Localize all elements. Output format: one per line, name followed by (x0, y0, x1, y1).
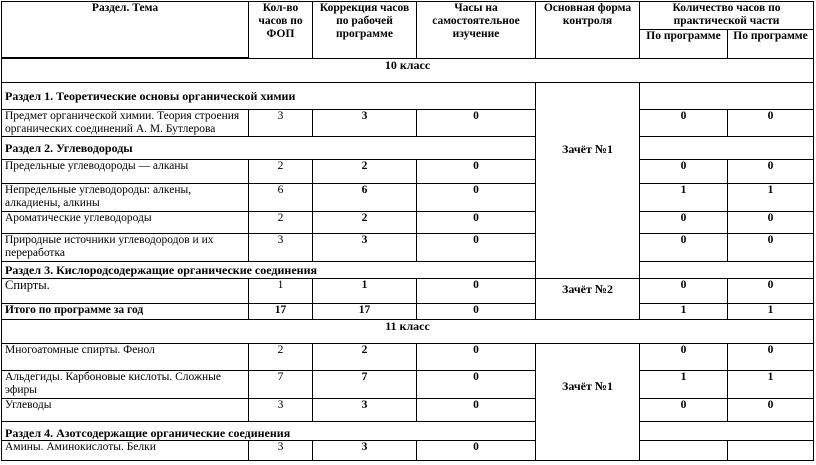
curriculum-table (1, 1, 814, 461)
row-p2: 1 (728, 371, 814, 399)
header-topic: Раздел. Тема (2, 2, 249, 58)
section-3-practical-empty (640, 262, 814, 279)
row-p2 (728, 441, 814, 461)
total-fop: 17 (249, 304, 313, 320)
row-p1 (640, 441, 728, 461)
header-practical-sub2: По программе (728, 30, 814, 59)
row-self: 0 (417, 441, 536, 461)
row-corr: 3 (313, 234, 417, 262)
row-corr: 1 (313, 279, 417, 304)
row-fop: 7 (249, 371, 313, 399)
row-corr: 3 (313, 110, 417, 137)
control-cell-11 (536, 344, 640, 461)
row-fop: 2 (249, 344, 313, 371)
row-p1: 0 (640, 344, 728, 371)
row-p1: 0 (640, 399, 728, 422)
row-corr: 3 (313, 399, 417, 422)
row-p1: 0 (640, 279, 728, 304)
row-fop: 3 (249, 110, 313, 137)
row-topic: Углеводы (2, 399, 249, 422)
row-p1: 0 (640, 160, 728, 184)
section-1-practical-empty (640, 83, 814, 110)
row-self: 0 (417, 110, 536, 137)
row-p2: 0 (728, 234, 814, 262)
section-3-title: Раздел 3. Кислородсодержащие органические соединения (2, 262, 536, 279)
row-p1: 0 (640, 234, 728, 262)
row-self: 0 (417, 371, 536, 399)
header-practical-sub1: По программе (640, 30, 728, 59)
row-corr: 2 (313, 160, 417, 184)
row-fop: 3 (249, 441, 313, 461)
zachet-2-10: Зачёт №2 (562, 282, 613, 296)
row-corr: 2 (313, 212, 417, 234)
total-p2: 1 (728, 304, 814, 320)
zachet-1-11: Зачёт №1 (562, 379, 613, 393)
row-p1: 0 (640, 110, 728, 137)
row-fop: 6 (249, 184, 313, 212)
row-self: 0 (417, 399, 536, 422)
total-p1: 1 (640, 304, 728, 320)
section-4-practical-empty (640, 422, 814, 441)
row-fop: 3 (249, 234, 313, 262)
header-correction: Коррекция часов по рабочей программе (313, 2, 417, 59)
total-label: Итого по программе за год (2, 304, 249, 320)
grade-10-row: 10 класс (2, 59, 814, 83)
section-4-title: Раздел 4. Азотсодержащие органические соединения (2, 422, 536, 441)
row-self: 0 (417, 234, 536, 262)
row-p2: 0 (728, 279, 814, 304)
header-self-study: Часы на самостоятельное изучение (417, 2, 536, 59)
row-corr: 3 (313, 441, 417, 461)
row-topic: Природные источники углеводородов и их переработка (2, 234, 249, 262)
row-corr: 7 (313, 371, 417, 399)
total-self: 0 (417, 304, 536, 320)
row-fop: 3 (249, 399, 313, 422)
row-fop: 2 (249, 212, 313, 234)
header-control: Основная форма контроля (536, 2, 640, 59)
row-fop: 2 (249, 160, 313, 184)
header-hours-fop: Кол-во часов по ФОП (249, 2, 313, 59)
zachet-1-10: Зачёт №1 (562, 142, 613, 156)
row-p2: 0 (728, 212, 814, 234)
control-cell-10b (536, 279, 640, 320)
control-cell-10a (536, 83, 640, 279)
row-topic: Альдегиды. Карбоновые кислоты. Сложные эфиры (2, 371, 249, 399)
row-self: 0 (417, 160, 536, 184)
row-self: 0 (417, 344, 536, 371)
section-2-title: Раздел 2. Углеводороды (2, 137, 536, 160)
row-p2: 1 (728, 184, 814, 212)
row-topic: Предмет органической химии. Теория строения органических соединений А. М. Бутлерова (2, 110, 249, 137)
grade-11-row: 11 класс (2, 320, 814, 344)
row-corr: 6 (313, 184, 417, 212)
row-self: 0 (417, 279, 536, 304)
row-topic: Амины. Аминокислоты. Белки (2, 441, 249, 461)
section-1-title: Раздел 1. Теоретические основы органической химии (2, 83, 536, 110)
row-topic: Предельные углеводороды — алканы (2, 160, 249, 184)
row-p2: 0 (728, 160, 814, 184)
row-topic: Многоатомные спирты. Фенол (2, 344, 249, 371)
section-2-practical-empty (640, 137, 814, 160)
row-p2: 0 (728, 110, 814, 137)
row-p2: 0 (728, 344, 814, 371)
row-topic: Ароматические углеводороды (2, 212, 249, 234)
row-corr: 2 (313, 344, 417, 371)
row-self: 0 (417, 184, 536, 212)
total-corr: 17 (313, 304, 417, 320)
row-p1: 1 (640, 371, 728, 399)
row-topic: Непредельные углеводороды: алкены, алкадиены, алкины (2, 184, 249, 212)
row-topic: Спирты. (2, 279, 249, 304)
row-p2: 0 (728, 399, 814, 422)
row-p1: 0 (640, 212, 728, 234)
header-practical: Количество часов по практической части (640, 2, 814, 30)
row-p1: 1 (640, 184, 728, 212)
row-fop: 1 (249, 279, 313, 304)
row-self: 0 (417, 212, 536, 234)
